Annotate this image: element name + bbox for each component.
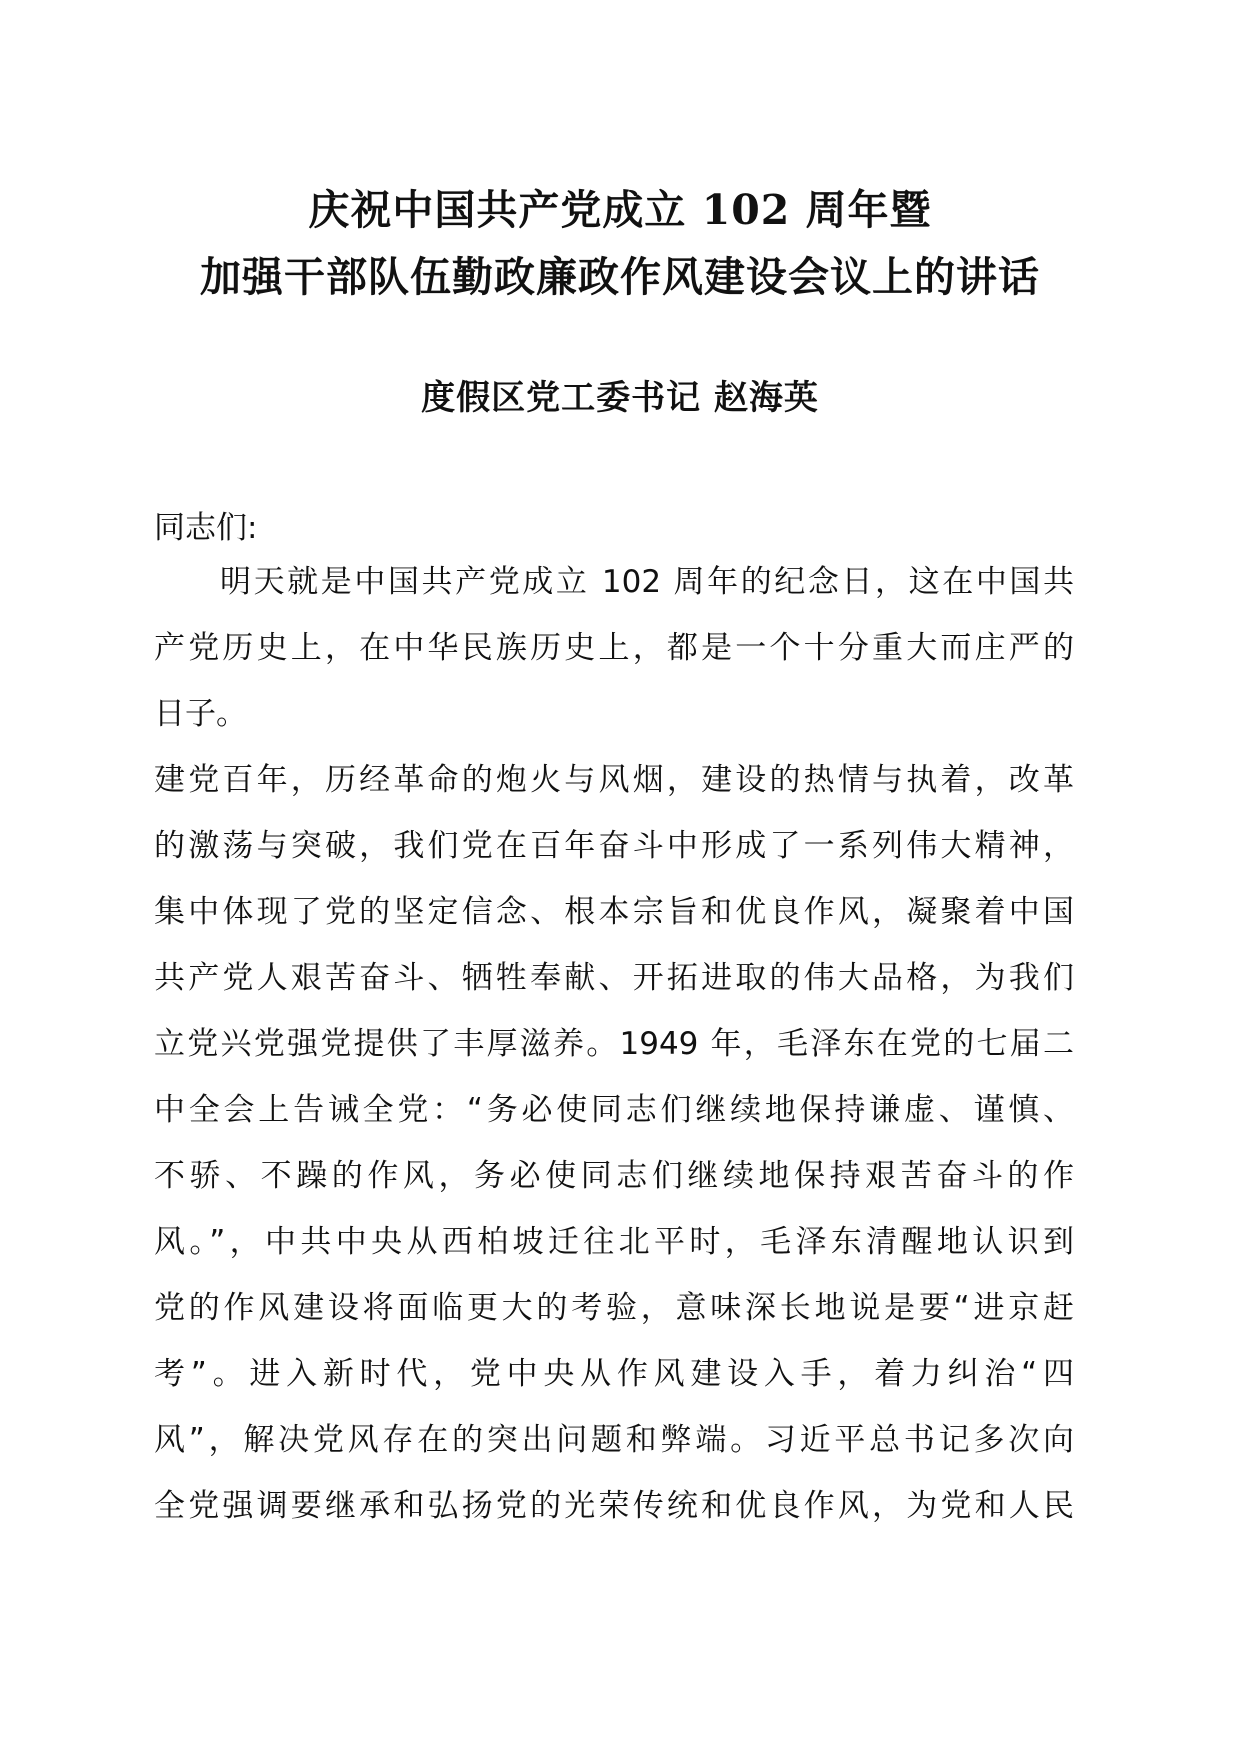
author-line: 度假区党工委书记 赵海英 [421, 378, 819, 418]
title-line-1: 庆祝中国共产党成立 102 周年暨 [308, 186, 932, 234]
paragraph-line: 全党强调要继承和弘扬党的光荣传统和优良作风，为党和人民 [154, 1488, 1074, 1524]
paragraph-line: 集中体现了党的坚定信念、根本宗旨和优良作风，凝聚着中国 [154, 894, 1074, 930]
paragraph-line: 中全会上告诫全党：“务必使同志们继续地保持谦虚、谨慎、 [154, 1092, 1074, 1128]
paragraph-line: 风”，解决党风存在的突出问题和弊端。习近平总书记多次向 [154, 1422, 1074, 1458]
paragraph-line: 明天就是中国共产党成立 102 周年的纪念日，这在中国共 [220, 564, 1074, 600]
paragraph-line: 产党历史上，在中华民族历史上，都是一个十分重大而庄严的 [154, 630, 1074, 666]
paragraph-line: 党的作风建设将面临更大的考验，意味深长地说是要“进京赶 [154, 1290, 1074, 1326]
paragraph-line: 的激荡与突破，我们党在百年奋斗中形成了一系列伟大精神， [154, 828, 1074, 864]
paragraph-line: 日子。 [154, 696, 247, 732]
paragraph-line: 共产党人艰苦奋斗、牺牲奉献、开拓进取的伟大品格，为我们 [154, 960, 1074, 996]
paragraph-line: 建党百年，历经革命的炮火与风烟，建设的热情与执着，改革 [154, 762, 1074, 798]
title-line-2: 加强干部队伍勤政廉政作风建设会议上的讲话 [200, 253, 1040, 301]
salutation: 同志们: [154, 510, 258, 546]
paragraph-line: 不骄、不躁的作风，务必使同志们继续地保持艰苦奋斗的作 [154, 1158, 1074, 1194]
paragraph-line: 风。”，中共中央从西柏坡迁往北平时，毛泽东清醒地认识到 [154, 1224, 1074, 1260]
paragraph-line: 立党兴党强党提供了丰厚滋养。1949 年，毛泽东在党的七届二 [154, 1026, 1074, 1062]
paragraph-line: 考”。进入新时代，党中央从作风建设入手，着力纠治“四 [154, 1356, 1074, 1392]
